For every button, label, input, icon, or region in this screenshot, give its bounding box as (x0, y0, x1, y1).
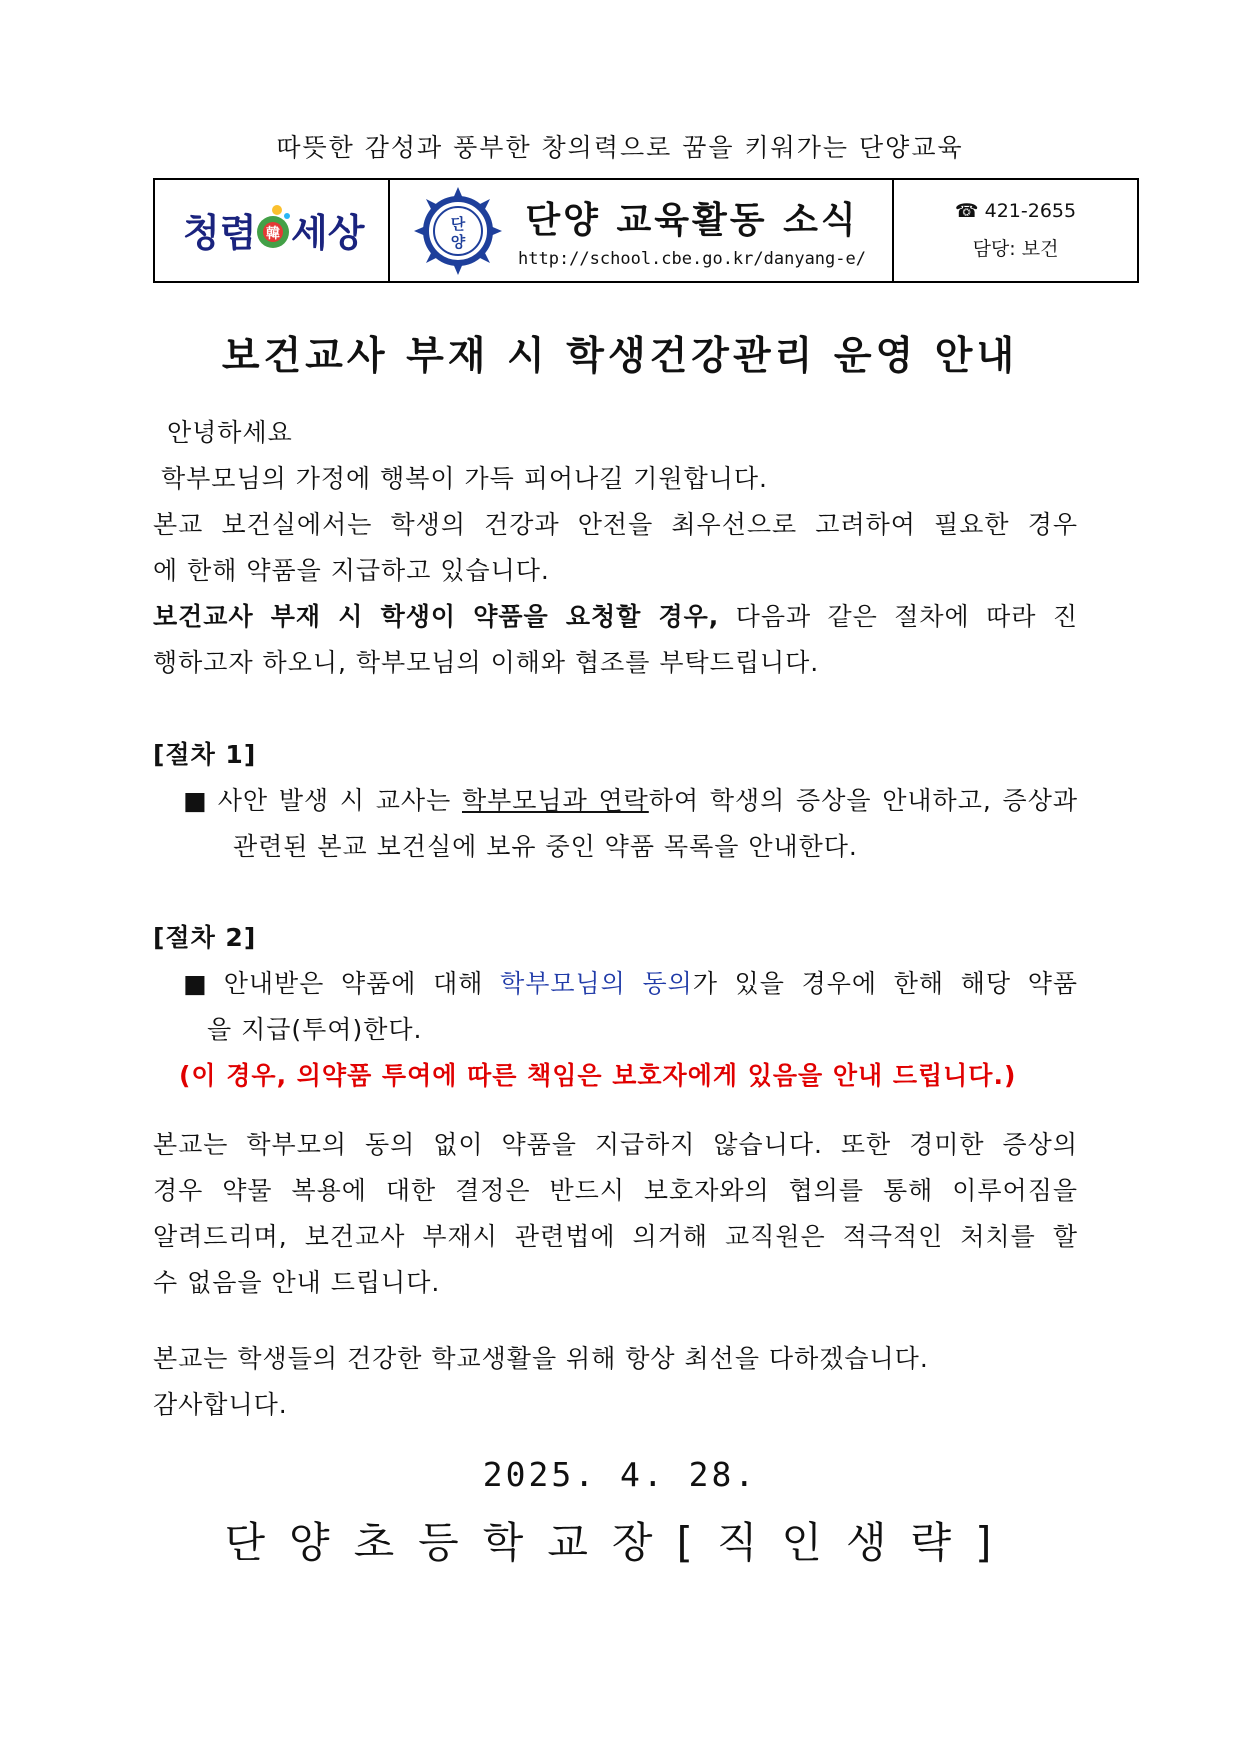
step1-text: 하여 학생의 증상을 안내하고, 증상과 (648, 786, 1079, 815)
closing-line: 본교는 학부모의 동의 없이 약품을 지급하지 않습니다. 또한 경미한 증상의 (153, 1130, 1078, 1159)
closing-line: 경우 약물 복용에 대한 결정은 반드시 보호자와의 협의를 통해 이루어짐을 (153, 1176, 1078, 1205)
intro-line: 에 한해 약품을 지급하고 있습니다. (153, 556, 550, 585)
contact-cell (894, 180, 1137, 281)
svg-text:韓: 韓 (265, 225, 280, 242)
closing-line: 알려드리며, 보건교사 부재시 관련법에 의거해 교직원은 적극적인 처치를 할 (153, 1222, 1078, 1251)
svg-text:세상: 세상 (290, 210, 364, 255)
step2-line (153, 961, 1078, 1007)
closing-section (153, 1122, 1078, 1428)
closing-line: 본교는 학생들의 건강한 학교생활을 위해 항상 최선을 다하겠습니다. (153, 1344, 929, 1373)
svg-text:청렴: 청렴 (182, 210, 256, 255)
closing-line: 수 없음을 안내 드립니다. (153, 1268, 441, 1297)
intro-line: 행하고자 하오니, 학부모님의 이해와 협조를 부탁드립니다. (153, 648, 820, 677)
newsletter-title: 단양 교육활동 소식 (525, 200, 859, 241)
contact-phone: ☎ 421-2655 (954, 200, 1077, 222)
intro-request-rest: 다음과 같은 절차에 따라 진 (719, 602, 1078, 631)
step2-text: 가 있을 경우에 한해 해당 약품 (692, 969, 1078, 998)
school-url: http://school.cbe.go.kr/danyang-e/ (518, 249, 866, 269)
step1-line: 관련된 본교 보건실에 보유 중인 약품 목록을 안내한다. (233, 832, 858, 861)
document-title: 보건교사 부재 시 학생건강관리 운영 안내 (221, 334, 1019, 379)
newsletter-title-cell (390, 180, 894, 281)
responsibility-notice: (이 경우, 의약품 투여에 따른 책임은 보호자에게 있음을 안내 드립니다.) (179, 1061, 1017, 1090)
document-date: 2025. 4. 28. (482, 1455, 758, 1494)
emblem-text-top: 단 (450, 214, 466, 233)
newsletter-header (153, 178, 1139, 283)
step1-line (153, 778, 1078, 824)
step2-heading: [절차 2] (153, 923, 257, 952)
greeting: 안녕하세요 (167, 418, 293, 447)
step2-section (153, 915, 1078, 1099)
step1-text: 사안 발생 시 교사는 (217, 786, 462, 815)
step1-heading: [절차 1] (153, 740, 257, 769)
intro-line: 본교 보건실에서는 학생의 건강과 안전을 최우선으로 고려하여 필요한 경우 (153, 510, 1078, 539)
bullet-icon: ■ (183, 969, 208, 998)
integrity-logo-icon (177, 196, 367, 266)
intro-request-line (153, 594, 1078, 640)
intro-section (153, 410, 1078, 686)
thanks: 감사합니다. (153, 1390, 288, 1419)
step2-text: 안내받은 약품에 대해 (223, 969, 501, 998)
step1-underlined: 학부모님과 연락 (461, 786, 649, 815)
intro-request-bold: 보건교사 부재 시 학생이 약품을 요청할 경우, (153, 602, 720, 631)
slogan: 따뜻한 감성과 풍부한 창의력으로 꿈을 키워가는 단양교육 (276, 133, 964, 162)
school-emblem-icon (412, 185, 504, 277)
step2-consent: 학부모님의 동의 (500, 969, 693, 998)
contact-person: 담당: 보건 (972, 238, 1059, 260)
principal-signature: 단양초등학교장[직인생략] (224, 1518, 1016, 1567)
integrity-logo (155, 180, 390, 281)
intro-line: 학부모님의 가정에 행복이 가득 피어나길 기원합니다. (161, 464, 768, 493)
bullet-icon: ■ (183, 786, 208, 815)
emblem-text-bottom: 양 (450, 232, 466, 251)
step2-line: 을 지급(투여)한다. (207, 1015, 423, 1044)
step1-section (153, 732, 1078, 870)
